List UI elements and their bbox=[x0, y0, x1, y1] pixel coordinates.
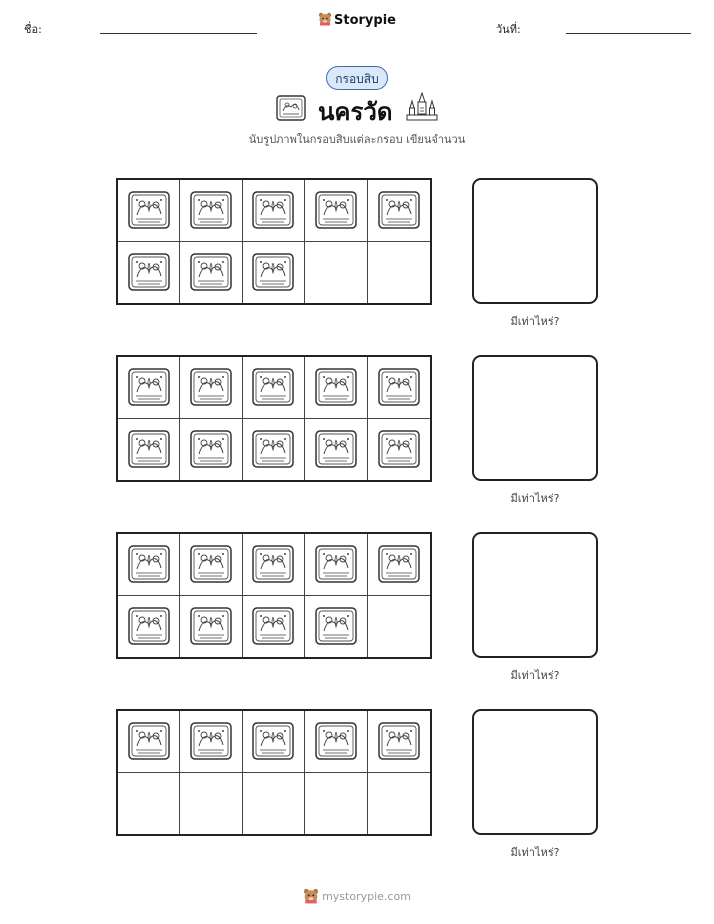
answer-box-1[interactable] bbox=[472, 178, 598, 304]
footer bbox=[0, 888, 714, 904]
answer-box-3[interactable] bbox=[472, 532, 598, 658]
angkor-carving-tile-icon bbox=[252, 607, 294, 645]
angkor-carving-tile-icon bbox=[276, 95, 306, 121]
question-label: มีเท่าไหร่? bbox=[510, 492, 560, 505]
angkor-carving-tile-icon bbox=[252, 430, 294, 468]
angkor-carving-tile-icon bbox=[190, 191, 232, 229]
filled-cell bbox=[118, 711, 180, 773]
filled-cell bbox=[305, 357, 367, 419]
topic-badge: กรอบสิบ bbox=[326, 66, 388, 90]
ten-frame-3 bbox=[116, 532, 432, 659]
empty-cell bbox=[368, 242, 430, 304]
angkor-carving-tile-icon bbox=[128, 191, 170, 229]
question-label: มีเท่าไหร่? bbox=[510, 315, 560, 328]
filled-cell bbox=[118, 419, 180, 481]
angkor-carving-tile-icon bbox=[128, 253, 170, 291]
instructions: นับรูปภาพในกรอบสิบแต่ละกรอบ เขียนจำนวน bbox=[248, 133, 466, 146]
empty-cell bbox=[368, 596, 430, 658]
angkor-carving-tile-icon bbox=[190, 722, 232, 760]
filled-cell bbox=[305, 419, 367, 481]
angkor-carving-tile-icon bbox=[378, 368, 420, 406]
empty-cell bbox=[305, 242, 367, 304]
footer-url: mystorypie.com bbox=[322, 890, 411, 903]
filled-cell bbox=[368, 711, 430, 773]
date-line bbox=[566, 33, 691, 34]
empty-cell bbox=[118, 773, 180, 835]
angkor-carving-tile-icon bbox=[315, 368, 357, 406]
filled-cell bbox=[180, 242, 242, 304]
filled-cell bbox=[180, 357, 242, 419]
bear-icon bbox=[303, 888, 319, 904]
angkor-carving-tile-icon bbox=[128, 368, 170, 406]
name-line bbox=[100, 33, 257, 34]
filled-cell bbox=[180, 419, 242, 481]
brand-name: Storypie bbox=[334, 13, 396, 28]
filled-cell bbox=[305, 711, 367, 773]
angkor-carving-tile-icon bbox=[252, 253, 294, 291]
angkor-carving-tile-icon bbox=[378, 545, 420, 583]
angkor-carving-tile-icon bbox=[315, 607, 357, 645]
empty-cell bbox=[180, 773, 242, 835]
title-row bbox=[0, 92, 714, 126]
date-label: วันที่: bbox=[496, 23, 521, 36]
filled-cell bbox=[368, 357, 430, 419]
filled-cell bbox=[180, 180, 242, 242]
filled-cell bbox=[243, 534, 305, 596]
filled-cell bbox=[243, 711, 305, 773]
angkor-carving-tile-icon bbox=[315, 545, 357, 583]
ten-frame-4 bbox=[116, 709, 432, 836]
angkor-carving-tile-icon bbox=[190, 607, 232, 645]
filled-cell bbox=[180, 596, 242, 658]
filled-cell bbox=[243, 180, 305, 242]
angkor-carving-tile-icon bbox=[252, 722, 294, 760]
page-title: นครวัด bbox=[318, 98, 393, 126]
brand-logo bbox=[0, 12, 714, 28]
answer-box-4[interactable] bbox=[472, 709, 598, 835]
filled-cell bbox=[305, 596, 367, 658]
angkor-carving-tile-icon bbox=[190, 545, 232, 583]
ten-frame-1 bbox=[116, 178, 432, 305]
angkor-carving-tile-icon bbox=[128, 430, 170, 468]
angkor-carving-tile-icon bbox=[315, 722, 357, 760]
filled-cell bbox=[118, 596, 180, 658]
angkor-carving-tile-icon bbox=[378, 722, 420, 760]
temple-icon bbox=[406, 92, 438, 122]
empty-cell bbox=[368, 773, 430, 835]
filled-cell bbox=[118, 357, 180, 419]
filled-cell bbox=[118, 534, 180, 596]
angkor-carving-tile-icon bbox=[252, 368, 294, 406]
filled-cell bbox=[243, 357, 305, 419]
empty-cell bbox=[243, 773, 305, 835]
angkor-carving-tile-icon bbox=[315, 430, 357, 468]
filled-cell bbox=[305, 180, 367, 242]
angkor-carving-tile-icon bbox=[128, 607, 170, 645]
filled-cell bbox=[368, 534, 430, 596]
angkor-carving-tile-icon bbox=[128, 722, 170, 760]
filled-cell bbox=[243, 596, 305, 658]
filled-cell bbox=[368, 419, 430, 481]
angkor-carving-tile-icon bbox=[378, 191, 420, 229]
filled-cell bbox=[180, 711, 242, 773]
question-label: มีเท่าไหร่? bbox=[510, 846, 560, 859]
filled-cell bbox=[243, 242, 305, 304]
angkor-carving-tile-icon bbox=[190, 368, 232, 406]
name-label: ชื่อ: bbox=[24, 23, 42, 36]
filled-cell bbox=[305, 534, 367, 596]
empty-cell bbox=[305, 773, 367, 835]
angkor-carving-tile-icon bbox=[315, 191, 357, 229]
angkor-carving-tile-icon bbox=[378, 430, 420, 468]
angkor-carving-tile-icon bbox=[128, 545, 170, 583]
bear-icon bbox=[318, 12, 332, 26]
angkor-carving-tile-icon bbox=[190, 253, 232, 291]
filled-cell bbox=[180, 534, 242, 596]
filled-cell bbox=[118, 180, 180, 242]
angkor-carving-tile-icon bbox=[252, 545, 294, 583]
filled-cell bbox=[118, 242, 180, 304]
angkor-carving-tile-icon bbox=[190, 430, 232, 468]
angkor-carving-tile-icon bbox=[252, 191, 294, 229]
question-label: มีเท่าไหร่? bbox=[510, 669, 560, 682]
answer-box-2[interactable] bbox=[472, 355, 598, 481]
ten-frame-2 bbox=[116, 355, 432, 482]
filled-cell bbox=[368, 180, 430, 242]
filled-cell bbox=[243, 419, 305, 481]
